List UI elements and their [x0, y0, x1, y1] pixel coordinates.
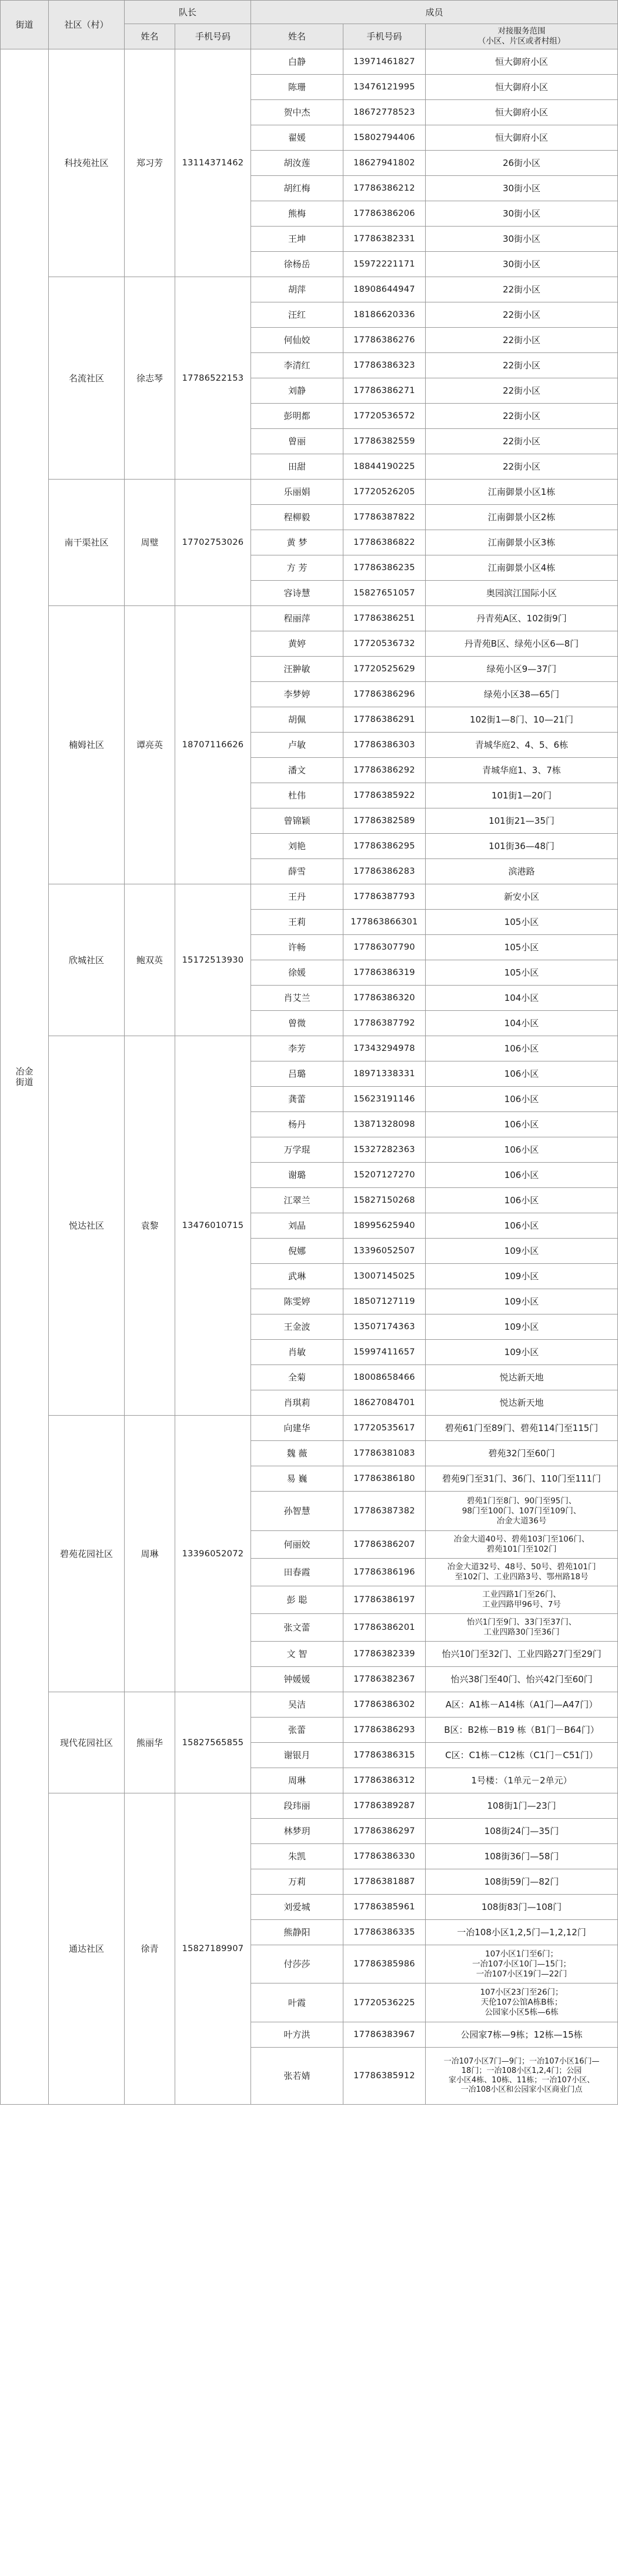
- member-phone: 13507174363: [343, 1314, 426, 1340]
- header-leader-name: 姓名: [125, 24, 175, 49]
- member-phone: 17786386330: [343, 1844, 426, 1869]
- member-phone: 17786307790: [343, 935, 426, 960]
- member-phone: 18627084701: [343, 1390, 426, 1416]
- member-phone: 15827651057: [343, 581, 426, 606]
- member-scope: 怡兴1门至9门、33门至37门、 工业四路30门至36门: [426, 1614, 618, 1642]
- member-scope: 101街21—35门: [426, 808, 618, 834]
- community-name: 现代花园社区: [49, 1692, 125, 1793]
- member-name: 胡汝莲: [251, 151, 343, 176]
- member-name: 叶方洪: [251, 2022, 343, 2048]
- member-phone: 17343294978: [343, 1036, 426, 1061]
- member-scope: 104小区: [426, 986, 618, 1011]
- member-scope: 一冶107小区7门—9门；一冶107小区16门— 18门；一冶108小区1,2,4门；公园 家小区4栋、10栋、11栋；一冶107小区、 一冶108小区和公园家小区商业门点: [426, 2048, 618, 2105]
- community-name: 名流社区: [49, 277, 125, 480]
- member-scope: 碧苑9门至31门、36门、110门至111门: [426, 1466, 618, 1492]
- member-phone: 17786386320: [343, 986, 426, 1011]
- member-name: 叶霞: [251, 1983, 343, 2022]
- member-phone: 17720536225: [343, 1983, 426, 2022]
- member-scope: 106小区: [426, 1112, 618, 1137]
- member-phone: 177863866301: [343, 910, 426, 935]
- member-phone: 17720525629: [343, 657, 426, 682]
- member-phone: 17786387793: [343, 884, 426, 910]
- member-phone: 18971338331: [343, 1061, 426, 1087]
- member-name: 王坤: [251, 227, 343, 252]
- member-scope: 绿苑小区38—65门: [426, 682, 618, 707]
- member-name: 彭 聪: [251, 1586, 343, 1614]
- member-scope: 恒大御府小区: [426, 125, 618, 151]
- member-name: 龚蕾: [251, 1087, 343, 1112]
- member-scope: 105小区: [426, 910, 618, 935]
- member-scope: 106小区: [426, 1087, 618, 1112]
- member-phone: 17720535617: [343, 1416, 426, 1441]
- header-community: 社区（村）: [49, 0, 125, 49]
- member-phone: 17786386292: [343, 758, 426, 783]
- member-phone: 13476121995: [343, 75, 426, 100]
- member-name: 李芳: [251, 1036, 343, 1061]
- member-phone: 17786386335: [343, 1920, 426, 1945]
- member-phone: 17786387382: [343, 1492, 426, 1531]
- member-scope: 江南御景小区4栋: [426, 555, 618, 581]
- leader-phone: 17786522153: [175, 277, 251, 480]
- member-scope: 22街小区: [426, 353, 618, 378]
- member-scope: 公园家7栋—9栋；12栋—15栋: [426, 2022, 618, 2048]
- member-name: 王莉: [251, 910, 343, 935]
- member-scope: C区：C1栋－C12栋（C1门－C51门）: [426, 1743, 618, 1768]
- member-name: 田甜: [251, 454, 343, 480]
- member-name: 胡红梅: [251, 176, 343, 201]
- member-scope: 105小区: [426, 935, 618, 960]
- member-phone: 17720526205: [343, 480, 426, 505]
- member-scope: 106小区: [426, 1137, 618, 1163]
- member-phone: 17786386302: [343, 1692, 426, 1718]
- member-phone: 17720536572: [343, 404, 426, 429]
- member-name: 陈雯婷: [251, 1289, 343, 1314]
- member-name: 肖艾兰: [251, 986, 343, 1011]
- member-phone: 17786386251: [343, 606, 426, 631]
- header-leader-phone: 手机号码: [175, 24, 251, 49]
- member-name: 何仙姣: [251, 328, 343, 353]
- member-scope: 江南御景小区1栋: [426, 480, 618, 505]
- member-phone: 17786383967: [343, 2022, 426, 2048]
- member-scope: 108街83门—108门: [426, 1895, 618, 1920]
- member-phone: 17786387822: [343, 505, 426, 530]
- member-scope: 108街24门—35门: [426, 1819, 618, 1844]
- member-name: 胡佩: [251, 707, 343, 733]
- member-scope: 104小区: [426, 1011, 618, 1036]
- member-name: 徐媛: [251, 960, 343, 986]
- leader-name: 袁黎: [125, 1036, 175, 1416]
- leader-name: 周璧: [125, 480, 175, 606]
- member-name: 翟媛: [251, 125, 343, 151]
- member-phone: 15827150268: [343, 1188, 426, 1213]
- member-name: 倪娜: [251, 1239, 343, 1264]
- member-scope: 109小区: [426, 1264, 618, 1289]
- member-name: 熊静阳: [251, 1920, 343, 1945]
- leader-phone: 17702753026: [175, 480, 251, 606]
- member-name: 潘文: [251, 758, 343, 783]
- member-scope: 108街1门—23门: [426, 1793, 618, 1819]
- member-scope: 绿苑小区9—37门: [426, 657, 618, 682]
- member-name: 付莎莎: [251, 1945, 343, 1983]
- member-name: 易 巍: [251, 1466, 343, 1492]
- member-phone: 13396052507: [343, 1239, 426, 1264]
- member-phone: 18008658466: [343, 1365, 426, 1390]
- member-name: 汪红: [251, 302, 343, 328]
- member-name: 孙智慧: [251, 1492, 343, 1531]
- member-name: 向建华: [251, 1416, 343, 1441]
- member-scope: 106小区: [426, 1163, 618, 1188]
- member-name: 谢银月: [251, 1743, 343, 1768]
- member-name: 武琳: [251, 1264, 343, 1289]
- member-scope: 青城华庭2、4、5、6栋: [426, 733, 618, 758]
- member-phone: 17786386207: [343, 1531, 426, 1559]
- member-scope: 碧苑61门至89门、碧苑114门至115门: [426, 1416, 618, 1441]
- member-name: 白静: [251, 49, 343, 75]
- member-scope: 105小区: [426, 960, 618, 986]
- member-scope: B区：B2栋－B19 栋（B1门－B64门）: [426, 1718, 618, 1743]
- member-phone: 17786385912: [343, 2048, 426, 2105]
- member-name: 钟媛媛: [251, 1667, 343, 1692]
- member-name: 乐丽娟: [251, 480, 343, 505]
- member-phone: 17786386822: [343, 530, 426, 555]
- member-phone: 17786386295: [343, 834, 426, 859]
- leader-phone: 13396052072: [175, 1416, 251, 1692]
- member-scope: 工业四路1门至26门、 工业四路甲96号、7号: [426, 1586, 618, 1614]
- member-scope: 30街小区: [426, 201, 618, 227]
- member-name: 文 智: [251, 1642, 343, 1667]
- member-name: 张蕾: [251, 1718, 343, 1743]
- member-scope: 109小区: [426, 1239, 618, 1264]
- member-name: 江翠兰: [251, 1188, 343, 1213]
- member-scope: 30街小区: [426, 252, 618, 277]
- member-phone: 17786382339: [343, 1642, 426, 1667]
- member-scope: 奥园滨江国际小区: [426, 581, 618, 606]
- member-phone: 17720536732: [343, 631, 426, 657]
- member-name: 林梦玥: [251, 1819, 343, 1844]
- community-name: 南干渠社区: [49, 480, 125, 606]
- member-name: 万学琨: [251, 1137, 343, 1163]
- member-name: 薛雪: [251, 859, 343, 884]
- member-phone: 13007145025: [343, 1264, 426, 1289]
- member-name: 田春霞: [251, 1559, 343, 1586]
- member-phone: 17786386197: [343, 1586, 426, 1614]
- member-name: 万莉: [251, 1869, 343, 1895]
- member-scope: 一冶108小区1,2,5门—1,2,12门: [426, 1920, 618, 1945]
- member-name: 曾锦颖: [251, 808, 343, 834]
- member-phone: 17786389287: [343, 1793, 426, 1819]
- member-phone: 17786386312: [343, 1768, 426, 1793]
- member-name: 段玮丽: [251, 1793, 343, 1819]
- member-name: 张若婧: [251, 2048, 343, 2105]
- header-leader: 队长: [125, 0, 251, 24]
- member-scope: 106小区: [426, 1036, 618, 1061]
- member-phone: 15623191146: [343, 1087, 426, 1112]
- community-name: 欣城社区: [49, 884, 125, 1036]
- member-name: 李清红: [251, 353, 343, 378]
- member-name: 卢敏: [251, 733, 343, 758]
- member-name: 贺中杰: [251, 100, 343, 125]
- member-name: 魏 薇: [251, 1441, 343, 1466]
- member-scope: A区：A1栋－A14栋（A1门—A47门）: [426, 1692, 618, 1718]
- member-phone: 17786387792: [343, 1011, 426, 1036]
- member-scope: 22街小区: [426, 454, 618, 480]
- member-phone: 18672778523: [343, 100, 426, 125]
- member-scope: 悦达新天地: [426, 1390, 618, 1416]
- member-scope: 青城华庭1、3、7栋: [426, 758, 618, 783]
- community-name: 悦达社区: [49, 1036, 125, 1416]
- header-members: 成员: [251, 0, 618, 24]
- leader-name: 鲍双英: [125, 884, 175, 1036]
- member-name: 刘爱城: [251, 1895, 343, 1920]
- member-phone: 15802794406: [343, 125, 426, 151]
- member-phone: 17786386276: [343, 328, 426, 353]
- member-phone: 17786382331: [343, 227, 426, 252]
- member-scope: 22街小区: [426, 302, 618, 328]
- member-name: 周琳: [251, 1768, 343, 1793]
- community-name: 楠姆社区: [49, 606, 125, 884]
- member-scope: 22街小区: [426, 328, 618, 353]
- member-phone: 15997411657: [343, 1340, 426, 1365]
- member-scope: 冶金大道32号、48号、50号、碧苑101门 至102门、工业四路3号、鄂州路18号: [426, 1559, 618, 1586]
- member-phone: 17786386315: [343, 1743, 426, 1768]
- member-scope: 怡兴38门至40门、怡兴42门至60门: [426, 1667, 618, 1692]
- member-phone: 17786385922: [343, 783, 426, 808]
- member-phone: 17786386296: [343, 682, 426, 707]
- member-name: 李梦婷: [251, 682, 343, 707]
- member-name: 吴洁: [251, 1692, 343, 1718]
- member-scope: 107小区23门至26门； 天伦107公馆A栋B栋； 公园家小区5栋—6栋: [426, 1983, 618, 2022]
- member-name: 徐杨岳: [251, 252, 343, 277]
- header-member-phone: 手机号码: [343, 24, 426, 49]
- member-scope: 108街59门—82门: [426, 1869, 618, 1895]
- leader-phone: 15827565855: [175, 1692, 251, 1793]
- member-name: 刘静: [251, 378, 343, 404]
- member-phone: 18627941802: [343, 151, 426, 176]
- member-phone: 17786386180: [343, 1466, 426, 1492]
- member-name: 程丽萍: [251, 606, 343, 631]
- member-phone: 17786381083: [343, 1441, 426, 1466]
- member-name: 全菊: [251, 1365, 343, 1390]
- member-scope: 107小区1门至6门； 一冶107小区10门—15门； 一冶107小区19门—22门: [426, 1945, 618, 1983]
- member-phone: 15207127270: [343, 1163, 426, 1188]
- member-scope: 滨港路: [426, 859, 618, 884]
- member-name: 吕璐: [251, 1061, 343, 1087]
- leader-phone: 13476010715: [175, 1036, 251, 1416]
- member-phone: 18186620336: [343, 302, 426, 328]
- member-scope: 1号楼：（1单元－2单元）: [426, 1768, 618, 1793]
- member-phone: 13971461827: [343, 49, 426, 75]
- member-phone: 17786382589: [343, 808, 426, 834]
- leader-phone: 15827189907: [175, 1793, 251, 2105]
- member-name: 汪翀敏: [251, 657, 343, 682]
- member-phone: 17786386323: [343, 353, 426, 378]
- member-name: 肖琪莉: [251, 1390, 343, 1416]
- member-name: 朱凯: [251, 1844, 343, 1869]
- member-scope: 碧苑32门至60门: [426, 1441, 618, 1466]
- member-name: 杨丹: [251, 1112, 343, 1137]
- community-name: 科技苑社区: [49, 49, 125, 277]
- member-scope: 22街小区: [426, 404, 618, 429]
- community-name: 碧苑花园社区: [49, 1416, 125, 1692]
- member-scope: 恒大御府小区: [426, 75, 618, 100]
- member-scope: 冶金大道40号、碧苑103门至106门、 碧苑101门至102门: [426, 1531, 618, 1559]
- member-name: 黄 梦: [251, 530, 343, 555]
- member-phone: 17786386283: [343, 859, 426, 884]
- member-scope: 30街小区: [426, 176, 618, 201]
- member-name: 张文蕾: [251, 1614, 343, 1642]
- member-name: 方 芳: [251, 555, 343, 581]
- member-phone: 18844190225: [343, 454, 426, 480]
- member-scope: 恒大御府小区: [426, 100, 618, 125]
- member-phone: 17786386293: [343, 1718, 426, 1743]
- member-scope: 101街1—20门: [426, 783, 618, 808]
- member-scope: 102街1—8门、10—21门: [426, 707, 618, 733]
- member-name: 王金波: [251, 1314, 343, 1340]
- leader-phone: 18707116626: [175, 606, 251, 884]
- leader-name: 徐青: [125, 1793, 175, 2105]
- member-phone: 13871328098: [343, 1112, 426, 1137]
- member-phone: 18507127119: [343, 1289, 426, 1314]
- member-name: 刘艳: [251, 834, 343, 859]
- street-name: 冶金 街道: [0, 49, 49, 2105]
- member-name: 刘晶: [251, 1213, 343, 1239]
- member-name: 曾丽: [251, 429, 343, 454]
- member-phone: 17786386297: [343, 1819, 426, 1844]
- leader-name: 周琳: [125, 1416, 175, 1692]
- member-phone: 18995625940: [343, 1213, 426, 1239]
- member-scope: 22街小区: [426, 378, 618, 404]
- leader-name: 徐志琴: [125, 277, 175, 480]
- member-phone: 17786386206: [343, 201, 426, 227]
- member-phone: 17786386235: [343, 555, 426, 581]
- member-scope: 怡兴10门至32门、工业四路27门至29门: [426, 1642, 618, 1667]
- member-phone: 17786386303: [343, 733, 426, 758]
- member-scope: 江南御景小区2栋: [426, 505, 618, 530]
- header-member-scope: 对接服务范围 （小区、片区或者村组）: [426, 24, 618, 49]
- member-phone: 17786386291: [343, 707, 426, 733]
- member-scope: 江南御景小区3栋: [426, 530, 618, 555]
- member-scope: 108街36门—58门: [426, 1844, 618, 1869]
- member-name: 肖敏: [251, 1340, 343, 1365]
- member-name: 程柳毅: [251, 505, 343, 530]
- member-scope: 109小区: [426, 1340, 618, 1365]
- member-name: 曾微: [251, 1011, 343, 1036]
- member-name: 胡萍: [251, 277, 343, 302]
- member-phone: 17786385961: [343, 1895, 426, 1920]
- member-name: 黄婷: [251, 631, 343, 657]
- community-name: 通达社区: [49, 1793, 125, 2105]
- leader-name: 谭亮英: [125, 606, 175, 884]
- member-scope: 丹青苑A区、102街9门: [426, 606, 618, 631]
- member-scope: 106小区: [426, 1061, 618, 1087]
- member-scope: 悦达新天地: [426, 1365, 618, 1390]
- member-scope: 109小区: [426, 1314, 618, 1340]
- member-phone: 17786386319: [343, 960, 426, 986]
- leader-phone: 13114371462: [175, 49, 251, 277]
- leader-name: 郑习芳: [125, 49, 175, 277]
- member-scope: 新安小区: [426, 884, 618, 910]
- member-name: 谢璐: [251, 1163, 343, 1188]
- member-scope: 109小区: [426, 1289, 618, 1314]
- member-phone: 15972221171: [343, 252, 426, 277]
- header-member-name: 姓名: [251, 24, 343, 49]
- member-scope: 26街小区: [426, 151, 618, 176]
- member-name: 陈珊: [251, 75, 343, 100]
- member-scope: 恒大御府小区: [426, 49, 618, 75]
- member-name: 许畅: [251, 935, 343, 960]
- leader-phone: 15172513930: [175, 884, 251, 1036]
- member-name: 何丽姣: [251, 1531, 343, 1559]
- member-name: 杜伟: [251, 783, 343, 808]
- member-name: 熊梅: [251, 201, 343, 227]
- member-phone: 17786385986: [343, 1945, 426, 1983]
- member-phone: 18908644947: [343, 277, 426, 302]
- member-phone: 17786386271: [343, 378, 426, 404]
- member-name: 容诗慧: [251, 581, 343, 606]
- member-scope: 碧苑1门至8门、90门至95门、 98门至100门、107门至109门、 冶金大道36号: [426, 1492, 618, 1531]
- member-scope: 106小区: [426, 1213, 618, 1239]
- member-phone: 17786382367: [343, 1667, 426, 1692]
- member-phone: 17786381887: [343, 1869, 426, 1895]
- member-name: 王丹: [251, 884, 343, 910]
- member-scope: 30街小区: [426, 227, 618, 252]
- header-street: 街道: [0, 0, 49, 49]
- member-phone: 17786386212: [343, 176, 426, 201]
- member-scope: 101街36—48门: [426, 834, 618, 859]
- member-phone: 17786382559: [343, 429, 426, 454]
- member-scope: 106小区: [426, 1188, 618, 1213]
- member-scope: 22街小区: [426, 429, 618, 454]
- member-name: 彭明都: [251, 404, 343, 429]
- member-scope: 22街小区: [426, 277, 618, 302]
- member-phone: 15327282363: [343, 1137, 426, 1163]
- member-phone: 17786386201: [343, 1614, 426, 1642]
- member-phone: 17786386196: [343, 1559, 426, 1586]
- member-scope: 丹青苑B区、绿苑小区6—8门: [426, 631, 618, 657]
- leader-name: 熊丽华: [125, 1692, 175, 1793]
